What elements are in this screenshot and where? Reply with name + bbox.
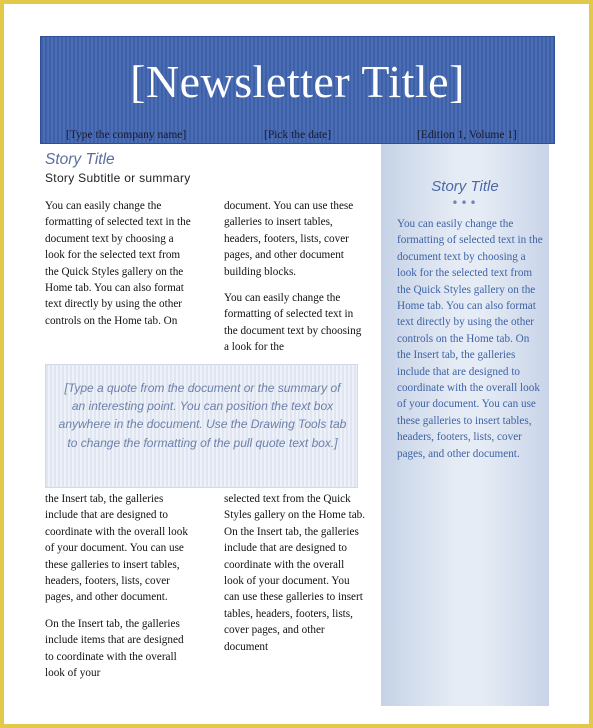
paragraph: On the Insert tab, the galleries include items that are designed to coordinate with the overall look of your [45,617,184,680]
masthead-banner [40,36,555,144]
paragraph: You can easily change the formatting of selected text in the document text by choosing a look for the selected text from the Quick Styles gallery on the Home tab. You can also format text directly by using the other controls on the Home tab. On [45,200,191,327]
paragraph: You can easily change the formatting of selected text in the document text by choosing a look for the [224,292,362,354]
paragraph: document. You can use these galleries to insert tables, headers, footers, lists, cover pages, and other document building blocks. [224,200,354,278]
sidebar-panel[interactable] [381,144,549,706]
column-1-top[interactable] [45,198,195,329]
dots-divider-icon: ••• [451,196,479,210]
column-2-bottom[interactable] [224,491,366,655]
story-title[interactable]: Story Title [45,151,115,168]
pull-quote-box[interactable] [45,364,358,488]
paragraph: selected text from the Quick Styles gallery on the Home tab. On the Insert tab, the galleries include that are designed to coordinate with the overall look of your document. You can use these galleries to insert tables, headers, footers, lists, cover pages, and other document [224,493,366,653]
sidebar-body-text: You can easily change the formatting of selected text in the document text by choosing a look for the selected text from the Quick Styles gallery on the Home tab. You can also format text directly by using the other controls on the Home tab. On the Insert tab, the galleries include that are designed to coordinate with the overall look of your document. You can use these galleries to insert tables, headers, footers, lists, cover pages, and other document. [397,218,543,460]
column-1-bottom[interactable] [45,491,195,681]
edition-field[interactable]: [Edition 1, Volume 1] [417,129,517,141]
company-name-field[interactable]: [Type the company name] [66,129,187,141]
paragraph: the Insert tab, the galleries include that are designed to coordinate with the overall look of your document. You can use these galleries to insert tables, headers, footers, lists, cover pages, and other document. [45,493,188,604]
story-subtitle[interactable]: Story Subtitle or summary [45,171,191,185]
column-2-top[interactable] [224,198,366,356]
date-picker-field[interactable]: [Pick the date] [264,129,332,141]
sidebar-story-title: Story Title [431,178,499,195]
newsletter-title[interactable]: [Newsletter Title] [130,56,465,107]
pull-quote-text: [Type a quote from the document or the summary of an interesting point. You can position the text box anywhere in the document. Use the Drawing Tools tab to change the formatting of the pull quote text box.] [58,381,347,450]
